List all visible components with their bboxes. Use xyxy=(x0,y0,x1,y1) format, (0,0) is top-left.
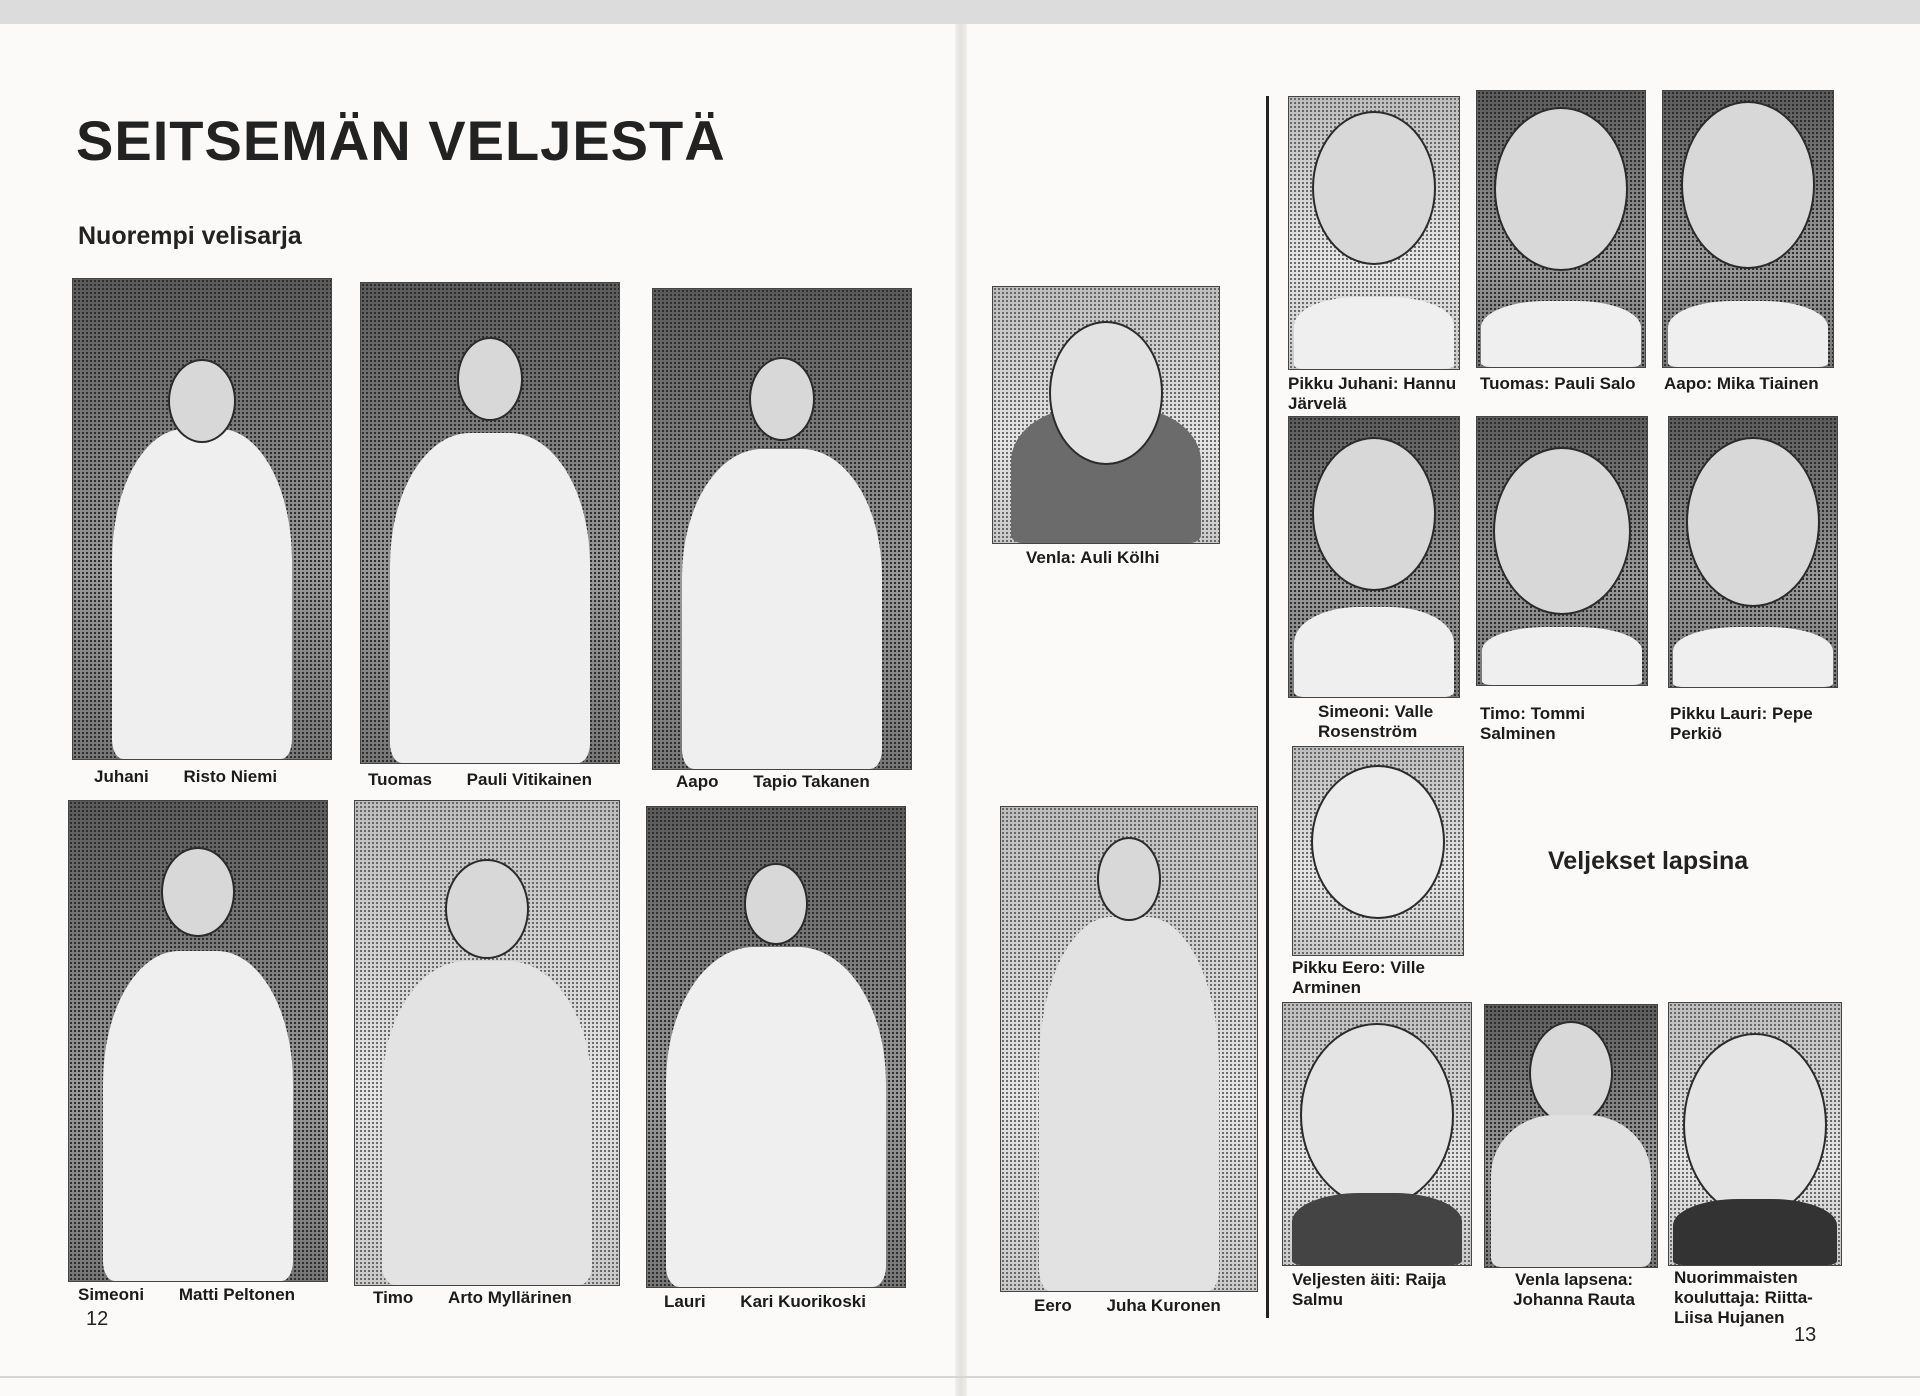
caption-role: Simeoni xyxy=(78,1285,145,1304)
caption-tuomas-child: Tuomas: Pauli Salo xyxy=(1480,374,1636,393)
caption-venla-lapsena: Venla lapsena: Johanna Rauta xyxy=(1513,1270,1635,1309)
scan-top-strip xyxy=(0,0,1920,24)
caption-timo xyxy=(373,1288,572,1308)
photo-tuomas-child xyxy=(1476,90,1646,368)
photo-kouluttaja xyxy=(1668,1002,1842,1266)
section-title-children: Veljekset lapsina xyxy=(1548,847,1749,875)
caption-role: Juhani xyxy=(94,767,149,786)
caption-actor: Arto Myllärinen xyxy=(448,1288,572,1307)
photo-lauri xyxy=(646,806,906,1288)
caption-venla: Venla: Auli Kölhi xyxy=(1026,548,1160,567)
photo-aapo xyxy=(652,288,912,770)
page-subtitle: Nuorempi velisarja xyxy=(78,222,302,250)
caption-simeoni-child: Simeoni: Valle Rosenström xyxy=(1318,702,1434,741)
caption-role: Tuomas xyxy=(368,770,432,789)
caption-actor: Risto Niemi xyxy=(183,767,278,786)
caption-actor: Tapio Takanen xyxy=(753,772,870,791)
caption-simeoni xyxy=(78,1285,295,1305)
caption-actor: Pauli Vitikainen xyxy=(466,770,592,789)
caption-veljesten-aiti: Veljesten äiti: Raija Salmu xyxy=(1292,1270,1447,1309)
photo-pikku-juhani xyxy=(1288,96,1460,370)
caption-juhani xyxy=(94,767,277,787)
caption-kouluttaja: Nuorimmaisten kouluttaja: Riitta-Liisa Hujanen xyxy=(1674,1268,1813,1327)
photo-veljesten-aiti xyxy=(1282,1002,1472,1266)
column-divider-rule xyxy=(1266,96,1269,1318)
scan-bottom-edge xyxy=(0,1376,1920,1378)
photo-venla xyxy=(992,286,1220,544)
photo-venla-lapsena xyxy=(1484,1004,1658,1268)
caption-aapo xyxy=(676,772,870,792)
photo-tuomas xyxy=(360,282,620,764)
photo-pikku-eero xyxy=(1292,746,1464,956)
photo-simeoni xyxy=(68,800,328,1282)
photo-simeoni-child xyxy=(1288,416,1460,698)
caption-role: Lauri xyxy=(664,1292,706,1311)
caption-actor: Juha Kuronen xyxy=(1106,1296,1221,1315)
caption-aapo-child: Aapo: Mika Tiainen xyxy=(1664,374,1819,393)
photo-timo xyxy=(354,800,620,1286)
photo-juhani xyxy=(72,278,332,760)
caption-eero xyxy=(1034,1296,1221,1316)
page-number-left: 12 xyxy=(86,1308,109,1330)
caption-pikku-eero: Pikku Eero: Ville Arminen xyxy=(1292,958,1425,997)
photo-pikku-lauri xyxy=(1668,416,1838,688)
caption-lauri xyxy=(664,1292,866,1312)
caption-role: Aapo xyxy=(676,772,719,791)
photo-eero xyxy=(1000,806,1258,1292)
page-title: SEITSEMÄN VELJESTÄ xyxy=(76,109,726,172)
photo-aapo-child xyxy=(1662,90,1834,368)
caption-role: Timo xyxy=(373,1288,414,1307)
caption-tuomas xyxy=(368,770,592,790)
caption-timo-child: Timo: Tommi Salminen xyxy=(1480,704,1586,743)
caption-actor: Kari Kuorikoski xyxy=(740,1292,866,1311)
caption-pikku-lauri: Pikku Lauri: Pepe Perkiö xyxy=(1670,704,1813,743)
caption-pikku-juhani: Pikku Juhani: Hannu Järvelä xyxy=(1288,374,1457,413)
photo-timo-child xyxy=(1476,416,1648,686)
caption-role: Eero xyxy=(1034,1296,1072,1315)
page-number-right: 13 xyxy=(1794,1324,1817,1346)
caption-actor: Matti Peltonen xyxy=(178,1285,296,1304)
page-gutter xyxy=(955,24,967,1396)
